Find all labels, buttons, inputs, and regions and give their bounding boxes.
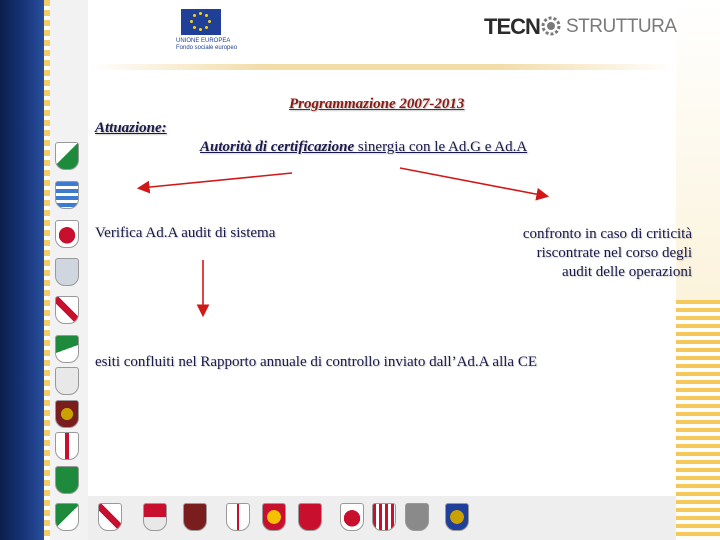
regional-crest-icon (55, 503, 79, 531)
attuazione-label: Attuazione: (95, 120, 167, 136)
regional-crest-icon (55, 432, 79, 460)
brand-left: TECN (484, 14, 540, 39)
regional-crest-icon (55, 335, 79, 363)
regional-crest-icon (262, 503, 286, 531)
regional-crest-icon (55, 466, 79, 494)
regional-crest-icon (55, 367, 79, 395)
regional-crest-icon (226, 503, 250, 531)
confronto-line-1: confronto in caso di criticità (522, 226, 692, 242)
regional-crest-icon (55, 296, 79, 324)
regional-crest-icon (372, 503, 396, 531)
confronto-line-3: audit delle operazioni (562, 264, 692, 280)
regional-crest-icon (55, 400, 79, 428)
eu-logo-text: UNIONE EUROPEA Fondo sociale europeo (176, 38, 238, 51)
regional-crest-icon (55, 258, 79, 286)
arrow-right (400, 168, 546, 196)
regional-crest-icon (405, 503, 429, 531)
regional-crest-icon (340, 503, 364, 531)
regional-crest-icon (183, 503, 207, 531)
regional-crest-icon (298, 503, 322, 531)
regional-crest-icon (98, 503, 122, 531)
autorita-rest: sinergia con le Ad.G e Ad.A (357, 139, 528, 155)
brand-right: STRUTTURA (566, 16, 677, 37)
arrow-left (140, 173, 292, 188)
esiti-text: esiti confluiti nel Rapporto annuale di controllo inviato dall’Ad.A alla CE (95, 354, 537, 370)
regional-crest-icon (55, 220, 79, 248)
confronto-line-2: riscontrate nel corso degli (536, 245, 692, 261)
verifica-text: Verifica Ad.A audit di sistema (95, 225, 276, 241)
regional-crest-icon (143, 503, 167, 531)
regional-crest-icon (445, 503, 469, 531)
regional-crest-icon (55, 142, 79, 170)
regional-crest-icon (55, 181, 79, 209)
slide-title: Programmazione 2007-2013 (289, 96, 465, 112)
autorita-emphasis: Autorità di certificazione (200, 139, 358, 155)
